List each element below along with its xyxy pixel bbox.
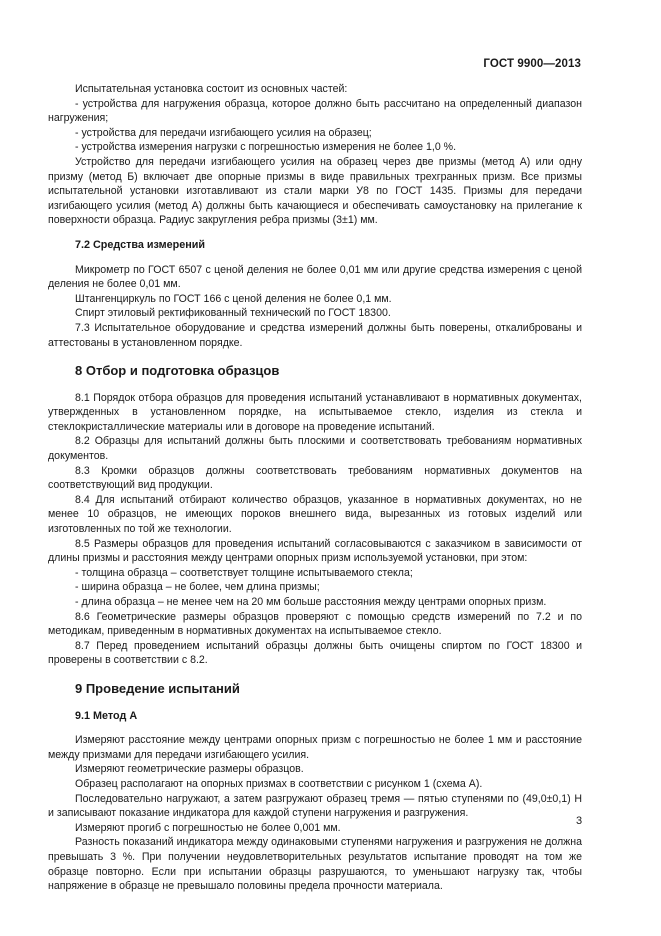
section-heading: 8 Отбор и подготовка образцов: [75, 363, 280, 379]
paragraph: Устройство для передачи изгибающего усилия на образец через две призмы (метод А) или одну призму (метод Б) включает две опорные призмы в виде правильных трехгранных призм. Все призмы испытательной установки изготавливают из стали марки У8 по ГОСТ 1435. Призмы для передачи изгибающего усилия (метод А) должны быть качающиеся и обеспечивать самоустановку на прилегание к поверхности образца. Радиус закругления ребра призмы (3±1) мм.: [48, 155, 582, 227]
paragraph: 8.6 Геометрические размеры образцов проверяют с помощью средств измерений по 7.2 и по методикам, приведенным в нормативных документах на испытываемое стекло.: [48, 610, 582, 638]
section-heading: 9 Проведение испытаний: [75, 680, 240, 696]
paragraph: 8.1 Порядок отбора образцов для проведения испытаний устанавливают в нормативных документах, утвержденных в установленном порядке, на испытываемое стекло, изделия из стекла и стеклокристаллические материалы или в договоре на проведение испытаний.: [48, 391, 582, 433]
paragraph: 8.4 Для испытаний отбирают количество образцов, указанное в нормативных документах, но не менее 10 образцов, не имеющих пороков внешнего вида, вырезанных из готовых изделий или изготовленных по той же технологии.: [48, 493, 582, 536]
paragraph: 8.3 Кромки образцов должны соответствовать требованиям нормативных документов на соответствующий вид продукции.: [48, 464, 582, 492]
paragraph: 8.7 Перед проведением испытаний образцы должны быть очищены спиртом по ГОСТ 18300 и проверены в соответствии с 8.2.: [48, 639, 582, 667]
paragraph: Микрометр по ГОСТ 6507 с ценой деления не более 0,01 мм или другие средства измерения с ценой деления не более 0,01 мм.: [48, 263, 582, 291]
list-item: - ширина образца – не более, чем длина призмы;: [75, 581, 320, 594]
paragraph: 7.3 Испытательное оборудование и средства измерений должны быть поверены, откалиброваны и аттестованы в установленном порядке.: [48, 321, 582, 349]
list-item: - длина образца – не менее чем на 20 мм больше расстояния между центрами опорных призм.: [75, 596, 547, 608]
paragraph: Разность показаний индикатора между одинаковыми ступенями нагружения и разгружения не должна превышать 3 %. При получении неудовлетворительных результатов испытание проводят на том же образце повторно. Если при испытании образцы разрушаются, то уменьшают нагрузку так, чтобы напряжение в образце не превышало половины предела прочности материала.: [48, 836, 582, 893]
paragraph: Измеряют геометрические размеры образцов.: [75, 763, 304, 776]
paragraph: Штангенциркуль по ГОСТ 166 с ценой деления не более 0,1 мм.: [75, 292, 392, 305]
list-item: - устройства для нагружения образца, которое должно быть рассчитано на определенный диапазон нагружения;: [48, 97, 582, 125]
page-number: 3: [576, 815, 583, 827]
paragraph: 8.2 Образцы для испытаний должны быть плоскими и соответствовать требованиям нормативных документов.: [48, 435, 582, 463]
subsection-heading: 9.1 Метод А: [75, 709, 138, 722]
list-item: - устройства измерения нагрузки с погрешностью измерения не более 1,0 %.: [75, 141, 457, 154]
paragraph: Образец располагают на опорных призмах в соответствии с рисунком 1 (схема А).: [75, 777, 483, 790]
paragraph: Измеряют расстояние между центрами опорных призм с погрешностью не более 1 мм и расстояние между призмами для передачи изгибающего усилия.: [48, 734, 582, 761]
paragraph: Испытательная установка состоит из основных частей:: [75, 83, 348, 95]
document-code: ГОСТ 9900—2013: [483, 58, 581, 70]
list-item: - устройства для передачи изгибающего усилия на образец;: [75, 126, 372, 139]
list-item: - толщина образца – соответствует толщине испытываемого стекла;: [75, 566, 413, 579]
paragraph: Последовательно нагружают, а затем разгружают образец тремя — пятью ступенями по (49,0±0,1) Н и записывают показание индикатора для каждой ступени нагружения и разгружения.: [48, 792, 582, 820]
subsection-heading: 7.2 Средства измерений: [75, 238, 206, 251]
paragraph: Измеряют прогиб с погрешностью не более 0,001 мм.: [75, 821, 341, 834]
paragraph: Спирт этиловый ректификованный технический по ГОСТ 18300.: [75, 307, 391, 320]
paragraph: 8.5 Размеры образцов для проведения испытаний согласовываются с заказчиком в зависимости от длины призмы и расстояния между центрами опорных призм используемой установки, при этом:: [48, 537, 582, 565]
document-body: [48, 82, 582, 894]
